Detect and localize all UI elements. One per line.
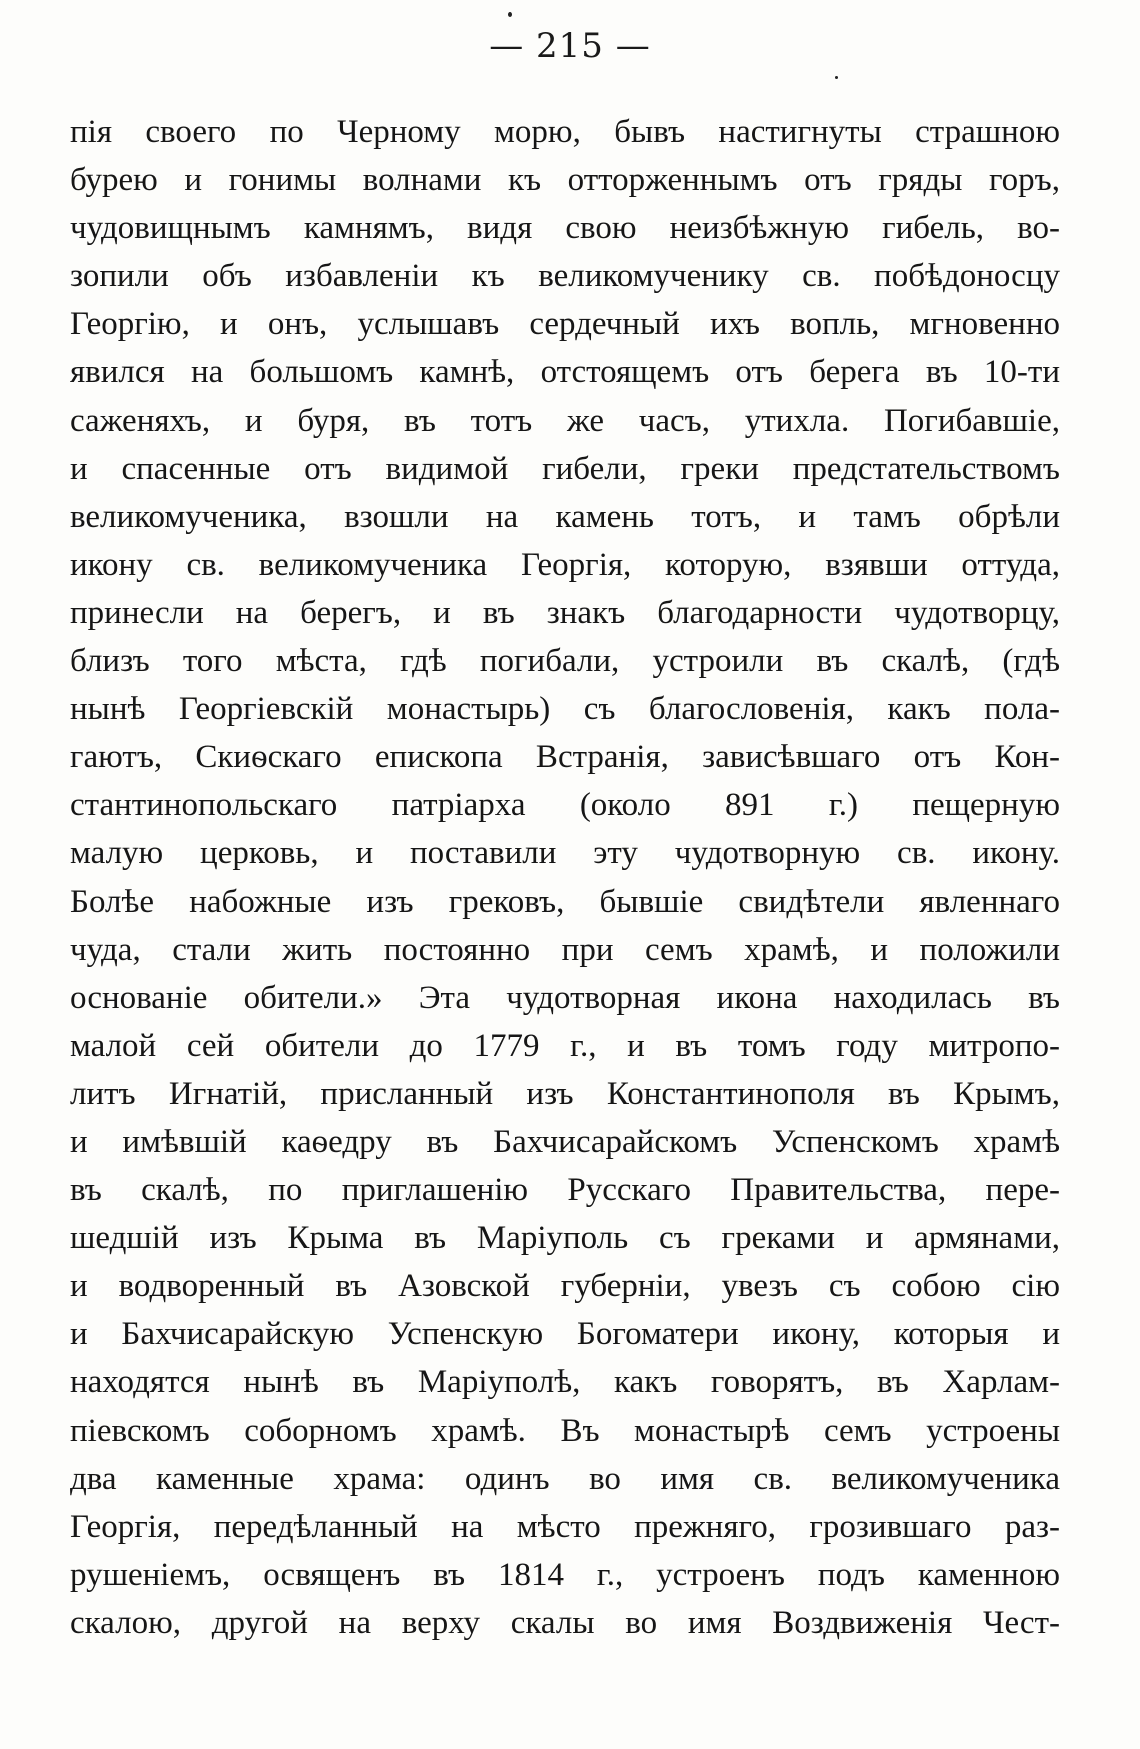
text-line: гаютъ, Скиѳскаго епископа Встранія, зависѣвшаго отъ Кон- <box>70 739 1060 776</box>
text-line: бурею и гонимы волнами къ отторженнымъ отъ гряды горъ, <box>70 162 1060 199</box>
text-line: и водворенный въ Азовской губерніи, увезъ съ собою сію <box>70 1268 1060 1305</box>
text-line: икону св. великомученика Георгія, которую, взявши оттуда, <box>70 546 1060 583</box>
text-line: явился на большомъ камнѣ, отстоящемъ отъ берега въ 10-ти <box>70 354 1060 391</box>
text-line: и Бахчисарайскую Успенскую Богоматери икону, которыя и <box>70 1316 1060 1353</box>
text-line: Георгію, и онъ, услышавъ сердечный ихъ вопль, мгновенно <box>70 306 1060 343</box>
text-line: принесли на берегъ, и въ знакъ благодарности чудотворцу, <box>70 594 1060 631</box>
text-line: находятся нынѣ въ Маріуполѣ, какъ говорятъ, въ Харлам- <box>70 1364 1060 1401</box>
text-line: стантинопольскаго патріарха (около 891 г.) пещерную <box>70 787 1060 824</box>
text-line: и спасенные отъ видимой гибели, греки предстательствомъ <box>70 450 1060 487</box>
text-line: піевскомъ соборномъ храмѣ. Въ монастырѣ семъ устроены <box>70 1412 1060 1449</box>
text-line: скалою, другой на верху скалы во имя Воздвиженія Чест- <box>70 1604 1060 1641</box>
text-line: близъ того мѣста, гдѣ погибали, устроили въ скалѣ, (гдѣ <box>70 643 1060 680</box>
page-number: — 215 — <box>489 26 651 66</box>
text-line: чудовищнымъ камнямъ, видя свою неизбѣжную гибель, во- <box>70 210 1060 247</box>
text-line: и имѣвшій каѳедру въ Бахчисарайскомъ Успенскомъ храмѣ <box>70 1123 1060 1160</box>
text-line: Георгія, передѣланный на мѣсто прежняго, грозившаго раз- <box>70 1508 1060 1545</box>
text-line: пія своего по Черному морю, бывъ настигнуты страшною <box>70 114 1060 150</box>
text-line: малую церковь, и поставили эту чудотворную св. икону. <box>70 835 1060 872</box>
text-line: основаніе обители.» Эта чудотворная икона находилась въ <box>70 979 1060 1016</box>
text-line: два каменные храма: одинъ во имя св. великомученика <box>70 1460 1060 1497</box>
text-line: зопили объ избавленіи къ великомученику св. побѣдоносцу <box>70 258 1060 295</box>
text-line: великомученика, взошли на камень тотъ, и тамъ обрѣли <box>70 498 1060 535</box>
text-line: рушеніемъ, освященъ въ 1814 г., устроенъ подъ каменною <box>70 1556 1060 1593</box>
body-text <box>70 108 1060 1647</box>
text-line: Болѣе набожные изъ грековъ, бывшіе свидѣтели явленнаго <box>70 883 1060 920</box>
ink-speck <box>835 76 838 79</box>
text-line: нынѣ Георгіевскій монастырь) съ благословенія, какъ пола- <box>70 691 1060 728</box>
text-line: чуда, стали жить постоянно при семъ храмѣ, и положили <box>70 931 1060 968</box>
text-line: саженяхъ, и буря, въ тотъ же часъ, утихла. Погибавшіе, <box>70 402 1060 439</box>
text-line: малой сей обители до 1779 г., и въ томъ году митропо- <box>70 1027 1060 1064</box>
ink-speck <box>508 12 512 17</box>
text-line: литъ Игнатій, присланный изъ Константинополя въ Крымъ, <box>70 1075 1060 1112</box>
text-line: въ скалѣ, по приглашенію Русскаго Правительства, пере- <box>70 1172 1060 1209</box>
text-line: шедшій изъ Крыма въ Маріуполь съ греками и армянами, <box>70 1220 1060 1257</box>
